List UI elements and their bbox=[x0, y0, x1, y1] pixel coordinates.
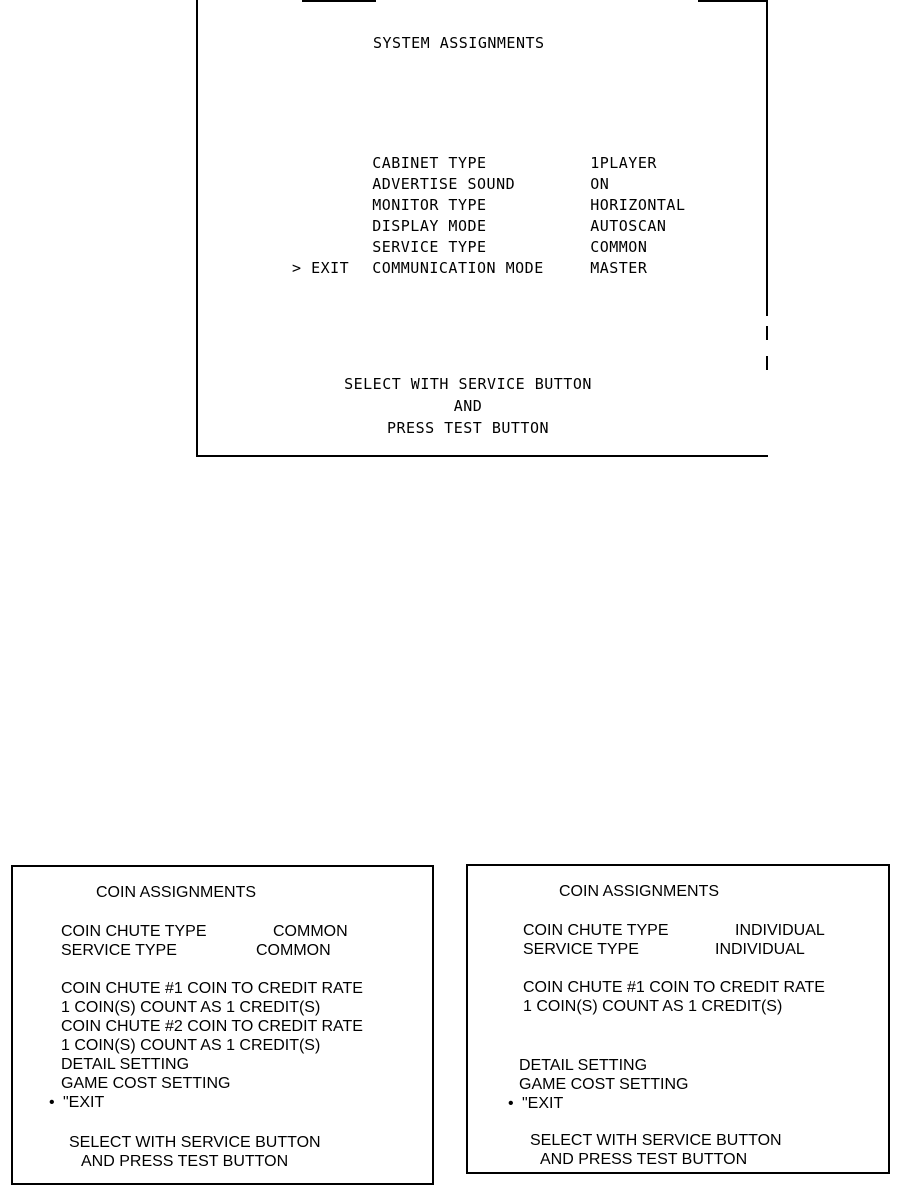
scan-mark bbox=[302, 0, 376, 2]
cursor-arrow-icon: > bbox=[292, 259, 302, 277]
system-assignments-screen bbox=[196, 0, 768, 457]
setting-label: DISPLAY MODE bbox=[372, 217, 487, 235]
setting-value: INDIVIDUAL bbox=[735, 922, 825, 939]
menu-item-exit[interactable]: "EXIT bbox=[63, 1094, 105, 1111]
setting-value: 1PLAYER bbox=[590, 154, 657, 172]
coin-assignments-common-screen bbox=[11, 865, 434, 1185]
setting-label: SERVICE TYPE bbox=[372, 238, 487, 256]
instruction-line: SELECT WITH SERVICE BUTTON bbox=[344, 375, 592, 393]
setting-label: ADVERTISE SOUND bbox=[372, 175, 516, 193]
menu-item-detail-setting[interactable]: DETAIL SETTING bbox=[519, 1057, 648, 1074]
chute2-rate-value: 1 COIN(S) COUNT AS 1 CREDIT(S) bbox=[61, 1037, 321, 1054]
page-title: COIN ASSIGNMENTS bbox=[96, 884, 257, 901]
setting-value: MASTER bbox=[590, 259, 648, 277]
setting-label: SERVICE TYPE bbox=[523, 941, 639, 958]
menu-item-chute1-rate[interactable]: COIN CHUTE #1 COIN TO CREDIT RATE bbox=[523, 979, 825, 996]
chute1-rate-value: 1 COIN(S) COUNT AS 1 CREDIT(S) bbox=[523, 998, 783, 1015]
setting-value: HORIZONTAL bbox=[590, 196, 686, 214]
instruction-line: SELECT WITH SERVICE BUTTON bbox=[69, 1134, 321, 1151]
instruction-line: PRESS TEST BUTTON bbox=[386, 419, 550, 437]
scan-mark bbox=[698, 0, 768, 2]
page-title: SYSTEM ASSIGNMENTS bbox=[373, 34, 545, 52]
screen-edge bbox=[766, 356, 768, 370]
cursor-bullet-icon: • bbox=[508, 1095, 514, 1112]
menu-item-game-cost-setting[interactable]: GAME COST SETTING bbox=[61, 1075, 231, 1092]
menu-item-game-cost-setting[interactable]: GAME COST SETTING bbox=[519, 1076, 689, 1093]
setting-label: COMMUNICATION MODE bbox=[372, 259, 544, 277]
setting-label: COIN CHUTE TYPE bbox=[61, 923, 207, 940]
menu-item-cabinet-type[interactable] bbox=[315, 132, 686, 172]
instruction-line: SELECT WITH SERVICE BUTTON bbox=[530, 1132, 782, 1149]
menu-item-detail-setting[interactable]: DETAIL SETTING bbox=[61, 1056, 190, 1073]
cursor-bullet-icon: • bbox=[49, 1094, 55, 1111]
instruction-line: AND PRESS TEST BUTTON bbox=[81, 1153, 289, 1170]
setting-value: COMMON bbox=[273, 923, 348, 940]
setting-value: COMMON bbox=[590, 238, 648, 256]
exit-label: EXIT bbox=[311, 259, 350, 277]
screen-edge bbox=[766, 326, 768, 340]
setting-value: AUTOSCAN bbox=[590, 217, 667, 235]
setting-label: MONITOR TYPE bbox=[372, 196, 487, 214]
setting-label: CABINET TYPE bbox=[372, 154, 487, 172]
screen-edge bbox=[766, 0, 768, 316]
menu-item-chute2-rate[interactable]: COIN CHUTE #2 COIN TO CREDIT RATE bbox=[61, 1018, 363, 1035]
coin-assignments-individual-screen bbox=[466, 864, 890, 1174]
setting-value: ON bbox=[590, 175, 610, 193]
instruction-line: AND bbox=[453, 397, 483, 415]
setting-value: INDIVIDUAL bbox=[715, 941, 805, 958]
instruction-line: AND PRESS TEST BUTTON bbox=[540, 1151, 748, 1168]
setting-label: COIN CHUTE TYPE bbox=[523, 922, 669, 939]
instructions bbox=[198, 374, 768, 440]
chute1-rate-value: 1 COIN(S) COUNT AS 1 CREDIT(S) bbox=[61, 999, 321, 1016]
page-title: COIN ASSIGNMENTS bbox=[559, 883, 720, 900]
menu-item-chute1-rate[interactable]: COIN CHUTE #1 COIN TO CREDIT RATE bbox=[61, 980, 363, 997]
menu-item-exit[interactable] bbox=[292, 258, 349, 279]
setting-value: COMMON bbox=[256, 942, 331, 959]
setting-label: SERVICE TYPE bbox=[61, 942, 177, 959]
menu-item-exit[interactable]: "EXIT bbox=[522, 1095, 564, 1112]
